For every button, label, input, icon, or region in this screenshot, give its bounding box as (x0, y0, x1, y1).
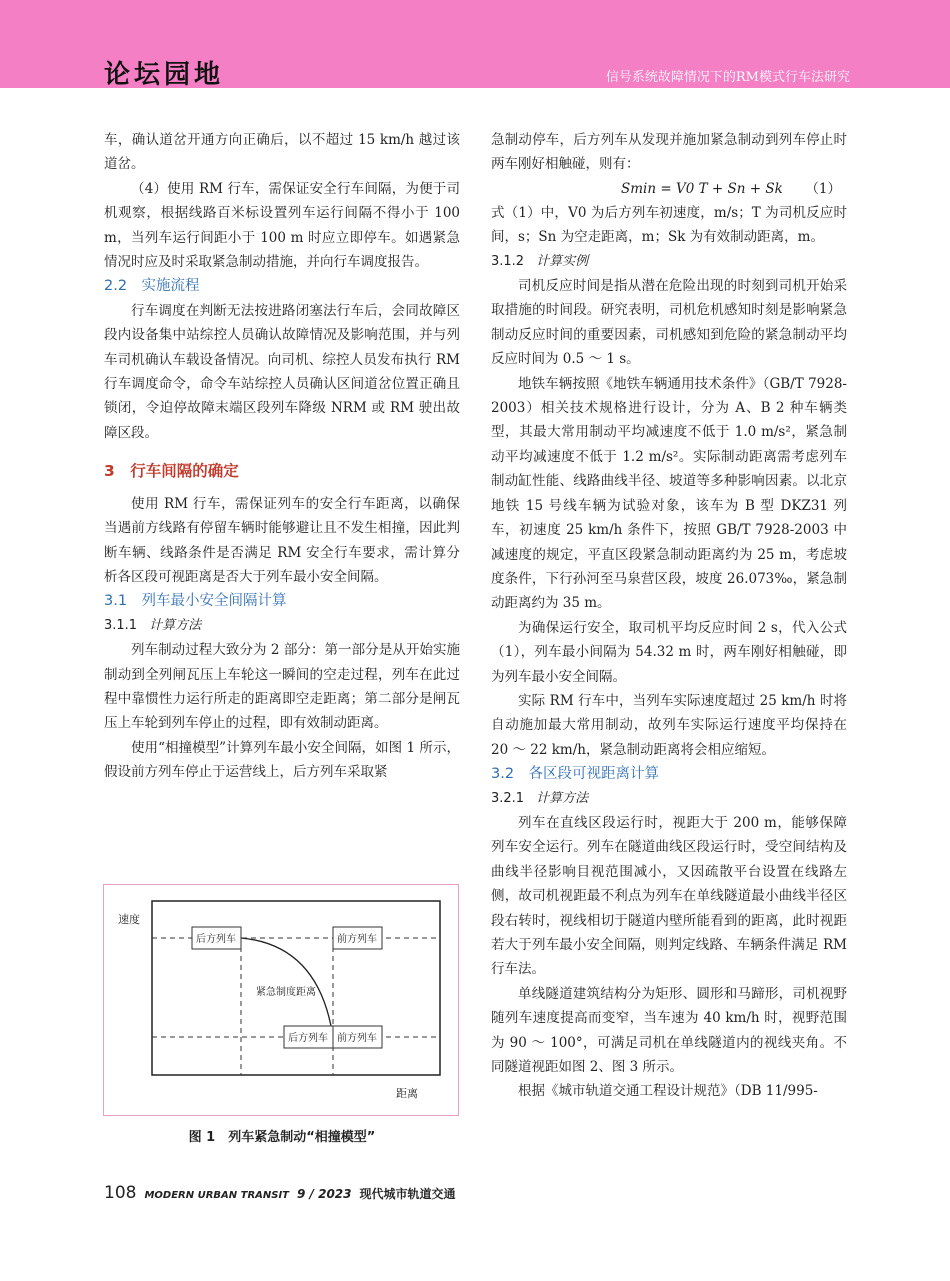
issue-number: 9 / 2023 (297, 1187, 352, 1201)
section-title: 论坛园地 (104, 60, 225, 90)
heading-number: 3.2.1 (491, 790, 525, 806)
page-number: 108 (104, 1183, 137, 1203)
heading-number: 3.1.1 (104, 617, 138, 633)
paragraph: 地铁车辆按照《地铁车辆通用技术条件》（GB/T 7928-2003）相关技术规格进行设计，分为 A、B 2 种车辆类型，其最大常用制动平均减速度不低于 1.0 m/s²，紧急制动平均减速度不低于 1.2 m/s²。实际制动距离需考虑列车制动缸性能、线路曲线半径、坡道等多种影响因素。以北京地铁 15 号线车辆为试验对象，该车为 B 型 DKZ31 列车，初速度 25 km/h 条件下，按照 GB/T 7928-2003 中减速度的规定，平直区段紧急制动距离约为 25 m，考虑坡度条件，下行孙河至马泉营区段，坡度 26.073‰，紧急制动距离约为 35 m。 (491, 375, 847, 612)
collision-model-diagram (104, 885, 457, 1114)
running-title: 信号系统故障情况下的RM模式行车法研究 (605, 70, 850, 85)
heading-3-2: 3.2 各区段可视距离计算 (491, 766, 660, 783)
figure-1 (103, 884, 459, 1116)
paragraph: 使用“相撞模型”计算列车最小安全间隔，如图 1 所示，假设前方列车停止于运营线上，后方列车采取紧 (104, 739, 460, 781)
heading-2-2: 2.2 实施流程 (104, 278, 200, 295)
page-header (0, 0, 950, 88)
heading-number: 3.1.2 (491, 253, 525, 269)
front-train-label-bottom: 前方列车 (337, 1033, 377, 1044)
y-axis-label: 速度 (118, 913, 140, 926)
figure-caption: 图 1 列车紧急制动“相撞模型” (188, 1130, 376, 1145)
heading-text: 计算方法 (149, 617, 202, 633)
page-footer (104, 1183, 456, 1203)
paragraph: 式（1）中，V0 为后方列车初速度，m/s；T 为司机反应时间，s；Sn 为空走距离，m；Sk 为有效制动距离，m。 (491, 204, 847, 246)
paragraph: 单线隧道建筑结构分为矩形、圆形和马蹄形，司机视野随列车速度提高而变窄，当车速为 40 km/h 时，视野范围为 90 ～ 100°，可满足司机在单线隧道内的视线夹角。不同隧道视距如图 2、图 3 所示。 (491, 985, 847, 1076)
braking-distance-label: 紧急制度距离 (256, 987, 316, 998)
paragraph: 为确保运行安全，取司机平均反应时间 2 s，代入公式（1），列车最小间隔为 54.32 m 时，两车刚好相触碰，即为列车最小安全间隔。 (491, 619, 847, 685)
journal-name-en: MODERN URBAN TRANSIT (144, 1190, 289, 1201)
heading-3-1-1 (104, 614, 460, 638)
paragraph: 行车调度在判断无法按进路闭塞法行车后，会同故障区段内设备集中站综控人员确认故障情况及影响范围，并与列车司机确认车载设备情况。向司机、综控人员发布执行 RM 行车调度命令，命令车站综控人员确认区间道岔位置正确且锁闭，令迫停故障末端区段列车降级 NRM 或 RM 驶出故障区段。 (104, 302, 460, 441)
equation-1 (491, 177, 847, 201)
paragraph: 根据《城市轨道交通工程设计规范》（DB 11/995- (518, 1083, 818, 1100)
journal-name-cn: 现代城市轨道交通 (359, 1187, 456, 1201)
heading-3-1-2 (491, 250, 847, 274)
left-column (104, 128, 460, 785)
paragraph: 实际 RM 行车中，当列车实际速度超过 25 km/h 时将自动施加最大常用制动，故列车实际运行速度平均保持在 20 ～ 22 km/h，紧急制动距离将会相应缩短。 (491, 692, 847, 758)
rear-train-label-bottom: 后方列车 (288, 1033, 328, 1044)
heading-3: 3 行车间隔的确定 (104, 462, 239, 481)
right-column (491, 128, 847, 1104)
paragraph: 车，确认道岔开通方向正确后，以不超过 15 km/h 越过该道岔。 (104, 132, 460, 173)
paragraph: 司机反应时间是指从潜在危险出现的时刻到司机开始采取措施的时间段。研究表明，司机危机感知时刻是影响紧急制动反应时间的重要因素，司机感知到危险的紧急制动平均反应时间为 0.5 ～ 1 s。 (491, 278, 847, 368)
heading-text: 计算方法 (536, 790, 589, 806)
heading-3-2-1 (491, 787, 847, 811)
front-train-label-top: 前方列车 (337, 934, 377, 945)
paragraph: 列车在直线区段运行时，视距大于 200 m，能够保障列车安全运行。列车在隧道曲线区段运行时，受空间结构及曲线半径影响目视范围减小，又因疏散平台设置在线路左侧，故司机视距最不利点为列车在单线隧道最小曲线半径区段右转时，视线相切于隧道内壁所能看到的距离，此时视距若大于列车最小安全间隔，则判定线路、车辆条件满足 RM 行车法。 (491, 814, 847, 978)
rear-train-label-top: 后方列车 (196, 934, 236, 945)
paragraph: 列车制动过程大致分为 2 部分：第一部分是从开始实施制动到全列闸瓦压上车轮这一瞬间的空走过程，列车在此过程中靠惯性力运行所走的距离即空走距离；第二部分是闸瓦压上车轮到列车停止的过程，即有效制动距离。 (104, 642, 460, 732)
paragraph: 急制动停车，后方列车从发现并施加紧急制动到列车停止时两车刚好相触碰，则有： (491, 132, 847, 173)
equation-number: （1） (805, 180, 841, 197)
paragraph: 使用 RM 行车，需保证列车的安全行车距离，以确保当遇前方线路有停留车辆时能够避让且不发生相撞，因此判断车辆、线路条件是否满足 RM 安全行车要求，需计算分析各区段可视距离是否大于列车最小安全间隔。 (104, 495, 460, 585)
x-axis-label: 距离 (396, 1087, 418, 1100)
heading-3-1: 3.1 列车最小安全间隔计算 (104, 593, 287, 610)
heading-text: 计算实例 (536, 253, 589, 269)
equation-body: Smin = V0 T + Sn + Sk (621, 180, 783, 197)
paragraph: （4）使用 RM 行车，需保证安全行车间隔，为便于司机观察，根据线路百米标设置列车运行间隔不得小于 100 m，当列车运行间距小于 100 m 时应立即停车。如遇紧急情况时应及时采取紧急制动措施，并向行车调度报告。 (104, 180, 460, 271)
